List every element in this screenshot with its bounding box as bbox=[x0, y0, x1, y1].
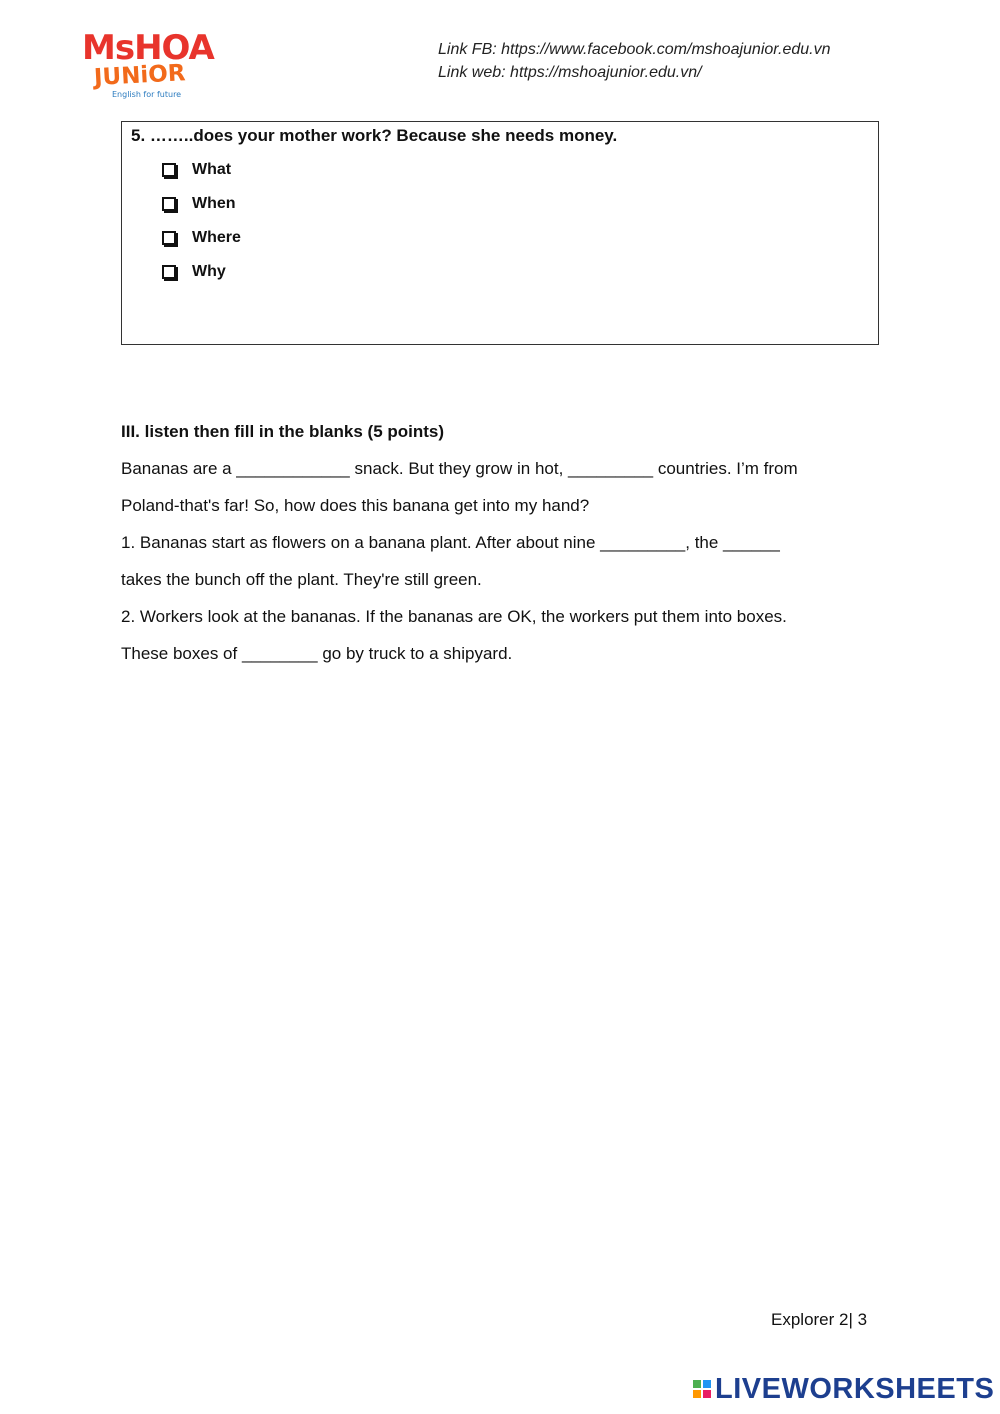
liveworksheets-brand[interactable] bbox=[693, 1372, 994, 1406]
passage-line: Poland-that's far! So, how does this banana get into my hand? bbox=[121, 496, 590, 515]
section-3-title: III. listen then fill in the blanks (5 points) bbox=[121, 422, 445, 441]
checkbox-icon[interactable] bbox=[162, 197, 176, 211]
website-link[interactable]: Link web: https://mshoajunior.edu.vn/ bbox=[438, 64, 702, 81]
question-5-box bbox=[121, 121, 879, 345]
option-why[interactable] bbox=[162, 262, 226, 282]
logo-line2: JUNiOR bbox=[93, 60, 187, 91]
option-when[interactable] bbox=[162, 194, 236, 214]
passage-line: Bananas are a ____________ snack. But they grow in hot, _________ countries. I’m from bbox=[121, 459, 798, 478]
brand-text: LIVEWORKSHEETS bbox=[715, 1373, 995, 1405]
logo-line1: MsHOA bbox=[82, 28, 214, 68]
option-label: Where bbox=[192, 229, 241, 246]
passage-line: 2. Workers look at the bananas. If the bananas are OK, the workers put them into boxes. bbox=[121, 607, 787, 626]
option-label: Why bbox=[192, 263, 226, 280]
passage-line: These boxes of ________ go by truck to a shipyard. bbox=[121, 644, 513, 663]
option-label: When bbox=[192, 195, 236, 212]
facebook-link[interactable]: Link FB: https://www.facebook.com/mshoajunior.edu.vn bbox=[438, 41, 831, 58]
page-footer: Explorer 2| 3 bbox=[771, 1310, 868, 1329]
option-label: What bbox=[192, 161, 232, 178]
mshoa-junior-logo bbox=[82, 30, 217, 102]
logo-tagline: English for future bbox=[112, 90, 182, 99]
option-what[interactable] bbox=[162, 160, 231, 180]
checkbox-icon[interactable] bbox=[162, 265, 176, 279]
passage-line: 1. Bananas start as flowers on a banana plant. After about nine _________, the ______ bbox=[121, 533, 780, 552]
header-links bbox=[438, 38, 830, 84]
question-5-text: 5. ……..does your mother work? Because she needs money. bbox=[131, 126, 618, 145]
liveworksheets-logo-icon bbox=[693, 1380, 711, 1398]
checkbox-icon[interactable] bbox=[162, 231, 176, 245]
passage-line: takes the bunch off the plant. They're still green. bbox=[121, 570, 482, 589]
checkbox-icon[interactable] bbox=[162, 163, 176, 177]
option-where[interactable] bbox=[162, 228, 241, 248]
